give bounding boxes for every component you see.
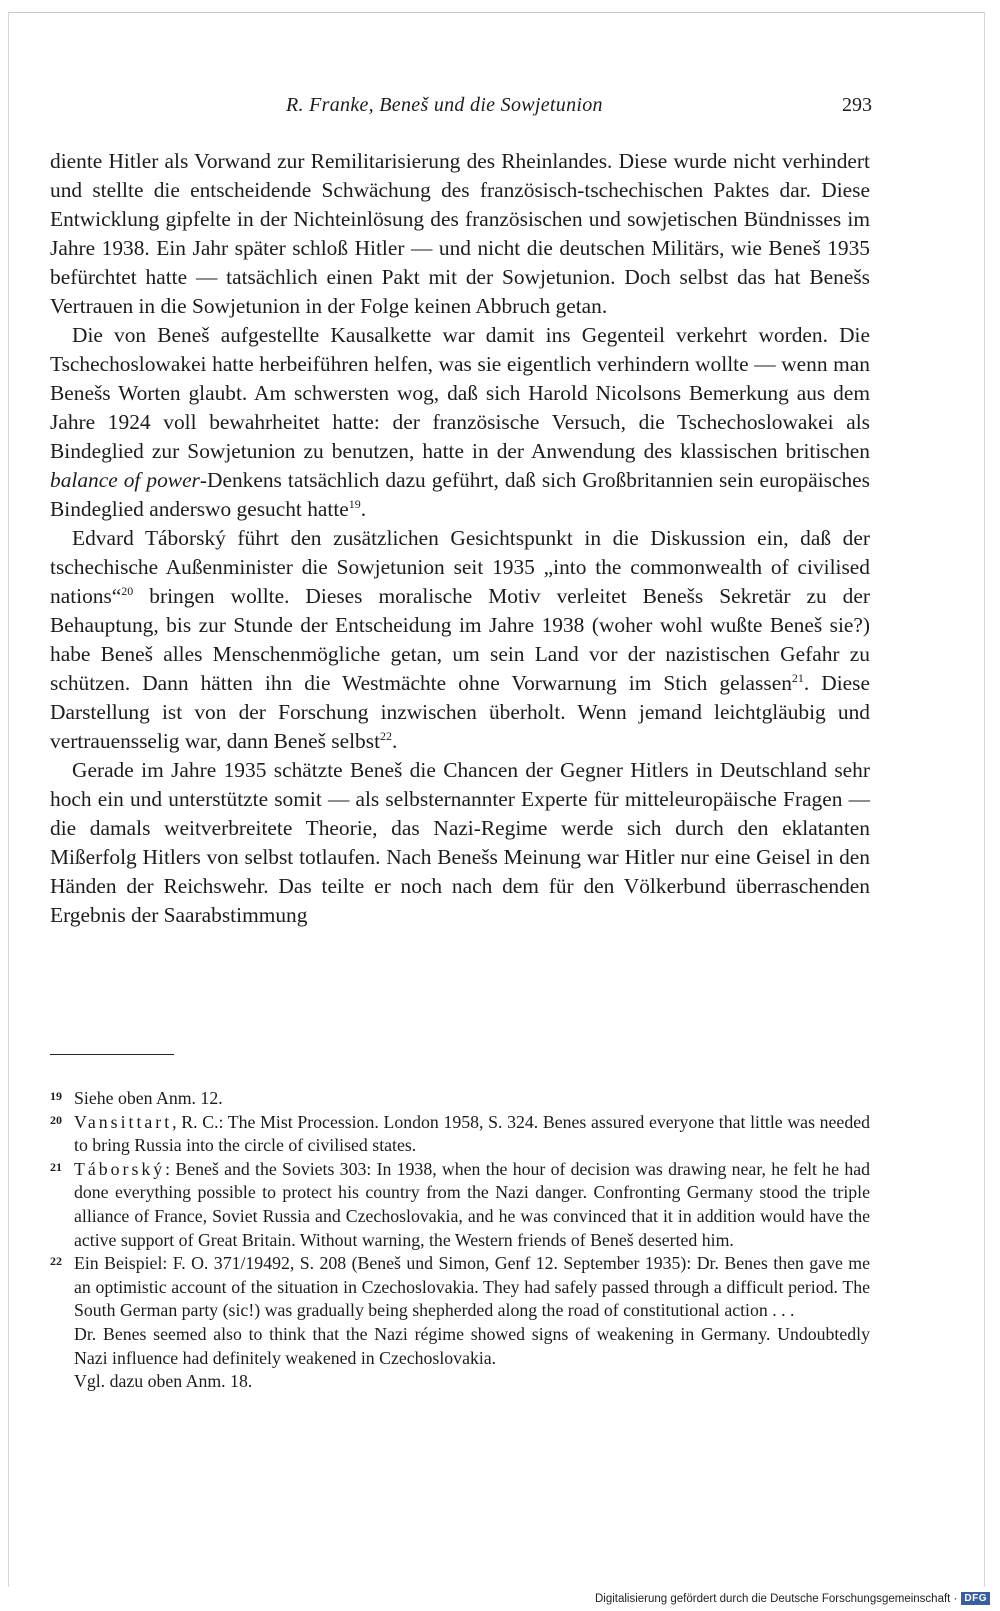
paragraph-2-italic: balance of power (50, 468, 200, 492)
footnote-20 (50, 1111, 870, 1158)
paragraph-3-end: . (392, 729, 398, 753)
paragraph-3 (50, 524, 870, 756)
footnote-22 (50, 1252, 870, 1394)
footnote-ref-22[interactable]: 22 (380, 728, 393, 743)
footnote-text-3: Vgl. dazu oben Anm. 18. (74, 1371, 253, 1392)
footnote-19 (50, 1087, 870, 1111)
footnote-author: Vansittart (74, 1111, 173, 1132)
page-number: 293 (842, 94, 872, 116)
footnote-text: , R. C.: The Mist Procession. London 1958, S. 324. Benes assured everyone that little was needed to bring Russia into the circle of civilised states. (74, 1111, 870, 1156)
paragraph-3-text-a: Edvard Táborský führt den zusätzlichen Gesichtspunkt in die Diskussion ein, daß der tschechische Außenminister die Sowjetunion seit 1935 „into the commonwealth of civilised nations“ (50, 526, 870, 608)
paragraph-2-text-b: -Denkens tatsächlich dazu geführt, daß sich Großbritannien sein europäisches Bindeglied anderswo gesucht hatte (50, 468, 870, 521)
footnote-text: Siehe oben Anm. 12. (74, 1088, 223, 1108)
footnote-author: Táborský (74, 1158, 166, 1179)
footnote-ref-20[interactable]: 20 (121, 583, 134, 598)
paragraph-2-text-a: Die von Beneš aufgestellte Kausalkette war damit ins Gegenteil verkehrt worden. Die Tschechoslowakei hatte herbeiführen helfen, was sie eigentlich verhindern wollte — wenn man Benešs Worten glaubt. Am schwersten wog, daß sich Harold Nicolsons Bemerkung aus dem Jahre 1924 voll bewahrheitet hatte: der französische Versuch, die Tschechoslowakei als Bindeglied zur Sowjetunion zu benutzen, hatte in der Anwendung des klassischen britischen (50, 323, 870, 463)
credit-text: Digitalisierung gefördert durch die Deutsche Forschungsgemeinschaft · (594, 1592, 958, 1605)
footnote-number: 22 (50, 1254, 62, 1269)
footnote-21 (50, 1158, 870, 1252)
paragraph-2-end: . (360, 497, 367, 521)
footnote-number: 20 (50, 1112, 62, 1127)
footnote-number: 21 (50, 1159, 62, 1174)
footnote-rule (50, 1054, 174, 1055)
footnote-ref-19[interactable]: 19 (348, 496, 361, 511)
footnote-text: : Beneš and the Soviets 303: In 1938, when the hour of decision was drawing near, he felt he had done everything possible to protect his country from the Nazi danger. Confronting Germany stood the triple alliance of France, Soviet Russia and Czechoslovakia, and he was convinced that it in addition would have the active support of Great Britain. Without warning, the Western friends of Beneš deserted him. (74, 1158, 870, 1250)
paragraph-1: diente Hitler als Vorwand zur Remilitarisierung des Rheinlandes. Diese wurde nicht verhindert und stellte die entscheidende Schwächung des französisch-tschechischen Paktes dar. Diese Entwicklung gipfelte in der Nichteinlösung des französischen und sowjetischen Bündnisses im Jahre 1938. Ein Jahr später schloß Hitler — und nicht die deutschen Militärs, wie Beneš 1935 befürchtet hatte — tatsächlich einen Pakt mit der Sowjetunion. Doch selbst das hat Benešs Vertrauen in die Sowjetunion in der Folge keinen Abbruch getan. (50, 149, 870, 318)
running-title: R. Franke, Beneš und die Sowjetunion (286, 94, 603, 116)
paragraph-4: Gerade im Jahre 1935 schätzte Beneš die Chancen der Gegner Hitlers in Deutschland sehr hoch ein und unterstützte somit — als selbsternannter Experte für mitteleuropäische Fragen — die damals weitverbreitete Theorie, das Nazi-Regime werde sich durch den eklatanten Mißerfolg Hitlers von selbst totlaufen. Nach Benešs Meinung war Hitler nur eine Geisel in den Händen der Reichswehr. Das teilte er noch nach dem für den Völkerbund überraschenden Ergebnis der Saarabstimmung (50, 758, 870, 927)
body-text (50, 147, 870, 930)
footnote-text-2: Dr. Benes seemed also to think that the Nazi régime showed signs of weakening in Germany. Undoubtedly Nazi influence had definitely weakened in Czechoslovakia. (74, 1323, 870, 1368)
digitization-credit (595, 1592, 990, 1605)
footnote-text: Ein Beispiel: F. O. 371/19492, S. 208 (Beneš und Simon, Genf 12. September 1935): Dr. Benes then gave me an optimistic account of the situation in Czechoslovakia. They had safely passed through a difficult period. The South German party (sic!) was gradually being shepherded along the road of constitutional action . . . (74, 1253, 870, 1321)
paragraph-3-text-c: . Diese Darstellung ist von der Forschung inzwischen überholt. Wenn jemand leichtgläubig und vertrauensselig war, dann Beneš selbst (50, 671, 870, 753)
footnote-number: 19 (50, 1089, 62, 1103)
paragraph-3-text-b: bringen wollte. Dieses moralische Motiv verleitet Benešs Sekretär zu der Behauptung, bis zur Stunde der Entscheidung im Jahre 1938 (woher wohl wußte Beneš sie?) habe Beneš alles Menschenmögliche getan, um sein Land vor der nazistischen Gefahr zu schützen. Dann hätten ihn die Westmächte ohne Vorwarnung im Stich gelassen (50, 584, 870, 695)
footnotes (50, 1087, 870, 1394)
dfg-logo: DFG (961, 1592, 990, 1605)
paragraph-2 (50, 321, 870, 524)
footnote-ref-21[interactable]: 21 (791, 670, 804, 685)
